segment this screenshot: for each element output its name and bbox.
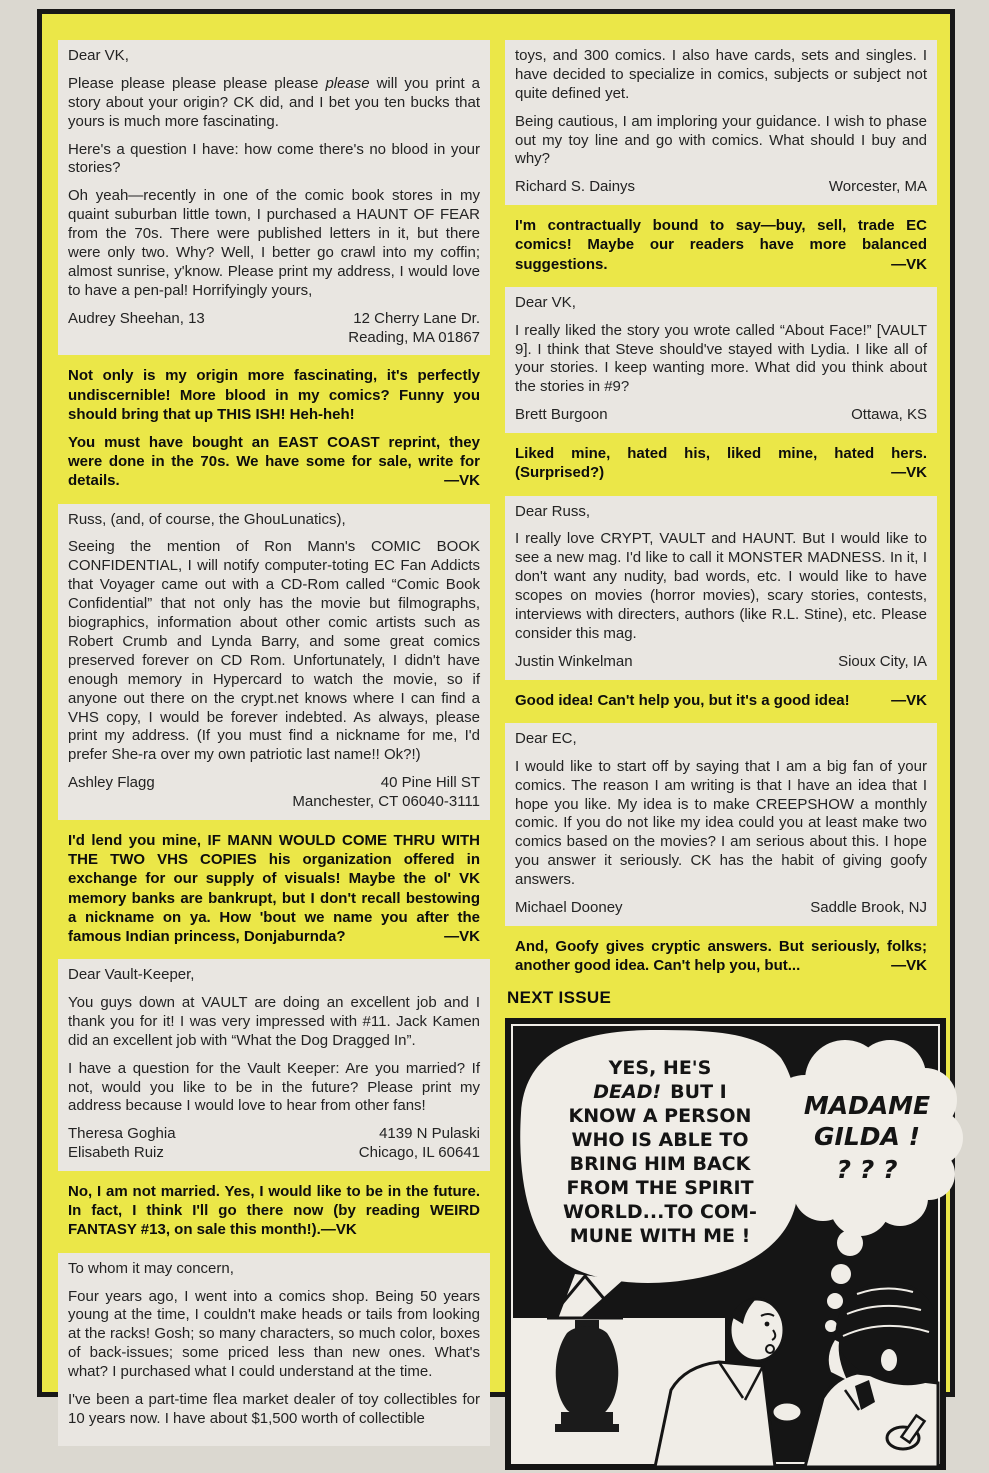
signature-name-line: Audrey Sheehan, 13 [68, 309, 205, 327]
signature-name-line: Elisabeth Ruiz [68, 1144, 164, 1162]
svg-text:DEAD!BUT I: DEAD! BUT I [593, 1081, 727, 1104]
letter-paragraph: You guys down at VAULT are doing an excellent job and I thank you for it! I was very impressed with #11. Jack Kamen did an excellent job with “What the Dog Dragged In”. [68, 993, 480, 1049]
signature-name [68, 774, 155, 812]
vk-reply-block [58, 1182, 490, 1240]
signature-address [359, 1125, 480, 1163]
letter-block [58, 40, 490, 355]
vk-reply-block [58, 366, 490, 490]
letter-salutation: To whom it may concern, [68, 1259, 234, 1277]
signature-name-line: Ashley Flagg [68, 774, 155, 792]
right-column [505, 40, 937, 1470]
letter-paragraph: toys, and 300 comics. I also have cards, sets and singles. I have decided to specialize in comics, subjects or subject not quite defined yet. [515, 47, 927, 102]
vk-reply-block [505, 216, 937, 274]
vk-signature: —VK [891, 464, 927, 482]
letters-page-frame [37, 9, 955, 1427]
svg-text:GILDA !: GILDA ! [814, 1122, 920, 1152]
signature-address-line: Saddle Brook, NJ [810, 898, 927, 916]
vk-signature: —VK [891, 255, 927, 273]
svg-text:WHO IS ABLE TO: WHO IS ABLE TO [571, 1129, 749, 1152]
right-column-letters [505, 40, 937, 975]
letter-signature [515, 899, 927, 918]
signature-name [515, 406, 608, 425]
signature-name-line: Theresa Goghia [68, 1125, 176, 1143]
letter-block [58, 959, 490, 1171]
letter-block [505, 723, 937, 926]
signature-name [515, 178, 635, 197]
letter-salutation: Dear VK, [515, 293, 576, 311]
vk-reply-paragraph: I'd lend you mine, IF MANN WOULD COME THRU WITH THE TWO VHS COPIES his organization offered in exchange for our supply of visuals! Maybe the ol' VK memory banks are bankrupt, but I don't recall bestowing a nickname on ya. How 'bout we name you after the famous Indian princess, Donjaburnda? —VK [68, 831, 480, 945]
signature-address [292, 774, 480, 812]
vk-reply-block [505, 691, 937, 710]
vk-reply-paragraph: Good idea! Can't help you, but it's a good idea! —VK [515, 691, 927, 709]
svg-text:YES, HE'S: YES, HE'S [608, 1057, 712, 1080]
letter-paragraph: Here's a question I have: how come there's no blood in your stories? [68, 140, 480, 177]
letter-block [505, 287, 937, 433]
signature-address [810, 899, 927, 918]
vk-reply-block [505, 937, 937, 975]
letter-paragraph: I have a question for the Vault Keeper: Are you married? If not, would you like to be in the future? Please print my address because I would love to hear from other fans! [68, 1059, 480, 1115]
letter-paragraph: Being cautious, I am imploring your guidance. I wish to phase out my toy line and go with comics. What should I buy and why? [515, 112, 927, 168]
letter-signature [68, 774, 480, 812]
signature-name [515, 653, 633, 672]
next-issue-heading: NEXT ISSUE [507, 988, 612, 1008]
vk-signature: —VK [891, 691, 927, 709]
letter-signature [68, 1125, 480, 1163]
signature-name-line: Michael Dooney [515, 898, 623, 916]
vk-reply-paragraph: And, Goofy gives cryptic answers. But seriously, folks; another good idea. Can't help you, but... —VK [515, 937, 927, 975]
signature-address-line: Chicago, IL 60641 [358, 1144, 480, 1162]
svg-text:MADAME: MADAME [803, 1091, 931, 1121]
svg-text:BRING HIM BACK: BRING HIM BACK [569, 1153, 751, 1176]
svg-text:MUNE WITH ME !: MUNE WITH ME ! [569, 1225, 751, 1248]
letter-signature [515, 653, 927, 672]
signature-address [829, 178, 927, 197]
svg-text:WORLD...TO COM-: WORLD...TO COM- [563, 1201, 757, 1224]
signature-address-line: 40 Pine Hill ST [380, 774, 480, 792]
letter-paragraph: Please please please please please please will you print a story about your origin? CK did, and I bet you ten bucks that yours is much more fascinating. [68, 74, 480, 130]
vk-signature: —VK [891, 957, 927, 975]
vk-reply-paragraph: Not only is my origin more fascinating, it's perfectly undiscernible! More blood in my comics? Funny you should bring that up THIS ISH! Heh-heh! [68, 367, 480, 423]
letter-block [58, 1253, 490, 1446]
signature-address-line: Worcester, MA [828, 178, 927, 196]
left-column [58, 40, 490, 1457]
vk-reply-paragraph: I'm contractually bound to say—buy, sell, trade EC comics! Maybe our readers have more balanced suggestions. —VK [515, 217, 927, 273]
letter-paragraph: Seeing the mention of Ron Mann's COMIC BOOK CONFIDENTIAL, I will notify computer-toting EC Fan Addicts that Voyager came out with a CD-Rom called “Comic Book Confidential” that not only has the movie but filmographs, biographics, information about other comic artists such as Robert Crumb and Lynda Barry, and some great comics preserved forever on CD Rom. Unfortunately, I didn't have enough memory in Hypercard to watch the movie, so if anyone out there on the crypt.net knows where I can find a VHS copy, I would be forever indebted. As always, please print my address. (If you must find a nickname for me, I'd prefer She-ra over my own patriotic last name!! Ok?!) [68, 538, 480, 764]
letter-paragraph: Oh yeah—recently in one of the comic book stores in my quaint suburban little town, I purchased a HAUNT OF FEAR from the 70s. There were published letters in it, but there were only two. Why? Well, I better go crawl into my coffin; almost sunrise, y'know. Please print my address, I would love to have a pen-pal! Horrifyingly yours, [68, 187, 480, 299]
letter-block [58, 504, 490, 820]
signature-address-line: 12 Cherry Lane Dr. [353, 309, 480, 327]
letter-paragraph: I've been a part-time flea market dealer of toy collectibles for 10 years now. I have about $1,500 worth of collectible [68, 1391, 480, 1427]
signature-address-line: Reading, MA 01867 [348, 328, 480, 346]
signature-address [838, 653, 927, 672]
letter-salutation: Dear Russ, [515, 502, 591, 520]
letter-signature [515, 178, 927, 197]
signature-name [515, 899, 623, 918]
letter-paragraph: Four years ago, I went into a comics shop. Being 50 years young at the time, I couldn't make heads or tails from looking at the racks! Gosh; so many characters, so much color, boxes of back-issues; some priced less than new ones. What's what? I purchased what I could understand at the time. [68, 1287, 480, 1381]
letters-columns [58, 40, 937, 1470]
signature-address-line: Sioux City, IA [838, 652, 927, 670]
vk-signature: —VK [444, 927, 480, 945]
vk-reply-paragraph: You must have bought an EAST COAST reprint, they were done in the 70s. We have some for sale, write for details. —VK [68, 434, 480, 490]
letter-signature [515, 406, 927, 425]
signature-name-line: Justin Winkelman [515, 652, 633, 670]
letter-salutation: Dear Vault-Keeper, [68, 966, 195, 984]
signature-address-line: Manchester, CT 06040-3111 [292, 793, 480, 811]
svg-text:FROM THE SPIRIT: FROM THE SPIRIT [566, 1177, 754, 1200]
vk-reply-block [505, 444, 937, 482]
svg-text:KNOW A PERSON: KNOW A PERSON [568, 1105, 752, 1128]
vk-signature: —VK [444, 472, 480, 490]
signature-address [348, 310, 480, 348]
signature-name [68, 310, 205, 348]
signature-address [851, 406, 927, 425]
signature-address-line: 4139 N Pulaski [379, 1125, 480, 1143]
vk-reply-block [58, 831, 490, 946]
letter-salutation: Russ, (and, of course, the GhouLunatics), [68, 510, 346, 528]
next-issue-panel [505, 1018, 946, 1470]
letter-block [505, 40, 937, 205]
vk-reply-paragraph: Liked mine, hated his, liked mine, hated hers. (Surprised?) —VK [515, 445, 927, 482]
signature-name-line: Brett Burgoon [515, 406, 608, 424]
letter-paragraph: I really love CRYPT, VAULT and HAUNT. But I would like to see a new mag. I'd like to call it MONSTER MADNESS. In it, I don't want any nudity, bad words, etc. I would like to have scopes on movies (horror movies), scary stories, contests, interviews with directers, authors (like R.L. Stine), etc. Please consider this mag. [515, 530, 927, 642]
signature-name-line: Richard S. Dainys [515, 178, 636, 196]
letter-salutation: Dear VK, [68, 47, 129, 64]
letter-paragraph: I really liked the story you wrote called “About Face!” [VAULT 9]. I think that Steve should've stayed with Lydia. I like all of your stories. I keep wanting more. What did you think about the stories in #9? [515, 321, 927, 396]
letter-paragraph: I would like to start off by saying that I am a big fan of your comics. The reason I am writing is that I have an idea that I hope you like. My idea is to make CREEPSHOW a monthly comic. If you do not like my idea could you at least make two comics based on the movies? I am serious about this. I hope you answer it seriously. CK has the habit of giving goofy answers. [515, 757, 927, 889]
letter-salutation: Dear EC, [515, 729, 577, 747]
svg-text:? ? ?: ? ? ? [836, 1155, 898, 1185]
letter-signature [68, 310, 480, 348]
vk-reply-paragraph: No, I am not married. Yes, I would like to be in the future. In fact, I think I'll go there now (by reading WEIRD FANTASY #13, on sale this month!).—VK [68, 1183, 480, 1239]
signature-name [68, 1125, 176, 1163]
letter-block [505, 496, 937, 680]
signature-address-line: Ottawa, KS [851, 406, 927, 424]
